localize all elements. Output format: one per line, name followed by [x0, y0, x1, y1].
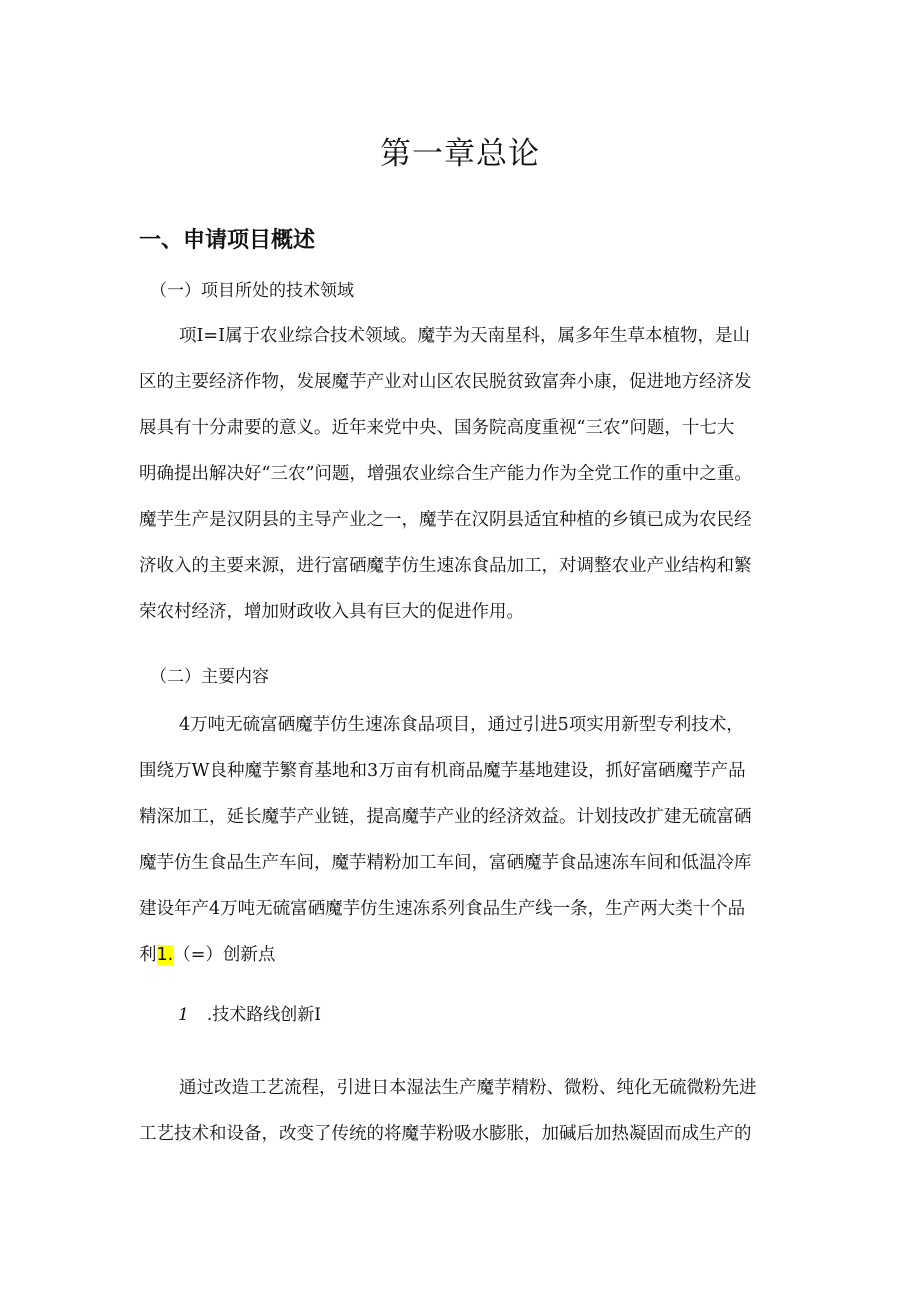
- paragraph-line: 魔芋仿生食品生产车间，魔芋精粉加工车间，富硒魔芋食品速冻车间和低温冷库: [139, 853, 752, 873]
- paragraph-line: 4万吨无硫富硒魔芋仿生速冻食品项目，通过引进5项实用新型专利技术，: [179, 715, 744, 735]
- paragraph-line: 建设年产4万吨无硫富硒魔芋仿生速冻系列食品生产线一条，生产两大类十个品: [139, 899, 746, 919]
- line-text-before: 利: [139, 945, 157, 965]
- paragraph-line: 展具有十分肃要的意义。近年来党中央、国务院高度重视“三农”问题，十七大: [139, 418, 735, 438]
- subsection-heading-technical-field: （一）项目所处的技术领域: [150, 281, 354, 301]
- paragraph-line: 魔芋生产是汉阴县的主导产业之一，魔芋在汉阴县适宜种植的乡镇已成为农民经: [139, 510, 752, 530]
- paragraph-process: [139, 1065, 791, 1157]
- paragraph-main-content: [139, 702, 791, 978]
- paragraph-line: 工艺技术和设备，改变了传统的将魔芋粉吸水膨胀，加碱后加热凝固而成生产的: [139, 1124, 752, 1144]
- list-item-text: .技术路线创新I: [206, 1005, 321, 1025]
- paragraph-line: 区的主要经济作物，发展魔芋产业对山区农民脱贫致富奔小康，促进地方经济发: [139, 372, 752, 392]
- highlighted-number: 1.: [156, 945, 174, 965]
- paragraph-line: 通过改造工艺流程，引进日本湿法生产魔芋精粉、微粉、纯化无硫微粉先进: [179, 1078, 757, 1098]
- section-heading: 一、申请项目概述: [139, 228, 316, 253]
- paragraph-line: 荣农村经济，增加财政收入具有巨大的促进作用。: [139, 602, 524, 622]
- paragraph-line: 项I=I属于农业综合技术领域。魔芋为天南星科，属多年生草本植物，是山: [179, 326, 750, 346]
- paragraph-line: 精深加工，延长魔芋产业链，提高魔芋产业的经济效益。计划技改扩建无硫富硒: [139, 807, 752, 827]
- paragraph-line: 明确提出解决好“三农”问题，增强农业综合生产能力作为全党工作的重中之重。: [139, 464, 752, 484]
- paragraph-line: 济收入的主要来源，进行富硒魔芋仿生速冻食品加工，对调整农业产业结构和繁: [139, 556, 752, 576]
- chapter-title: 第一章总论: [380, 136, 540, 172]
- list-item-number: 1: [178, 1005, 189, 1025]
- subsection-heading-main-content: （二）主要内容: [150, 667, 269, 687]
- innovation-heading: （=）创新点: [173, 945, 276, 965]
- paragraph-line: 围绕万W良种魔芋繁育基地和3万亩有机商品魔芋基地建设，抓好富硒魔芋产品: [139, 761, 746, 781]
- paragraph-line-with-highlight: [139, 932, 791, 978]
- paragraph-technical-field: [139, 313, 791, 635]
- list-item-technical-route: [178, 1000, 321, 1025]
